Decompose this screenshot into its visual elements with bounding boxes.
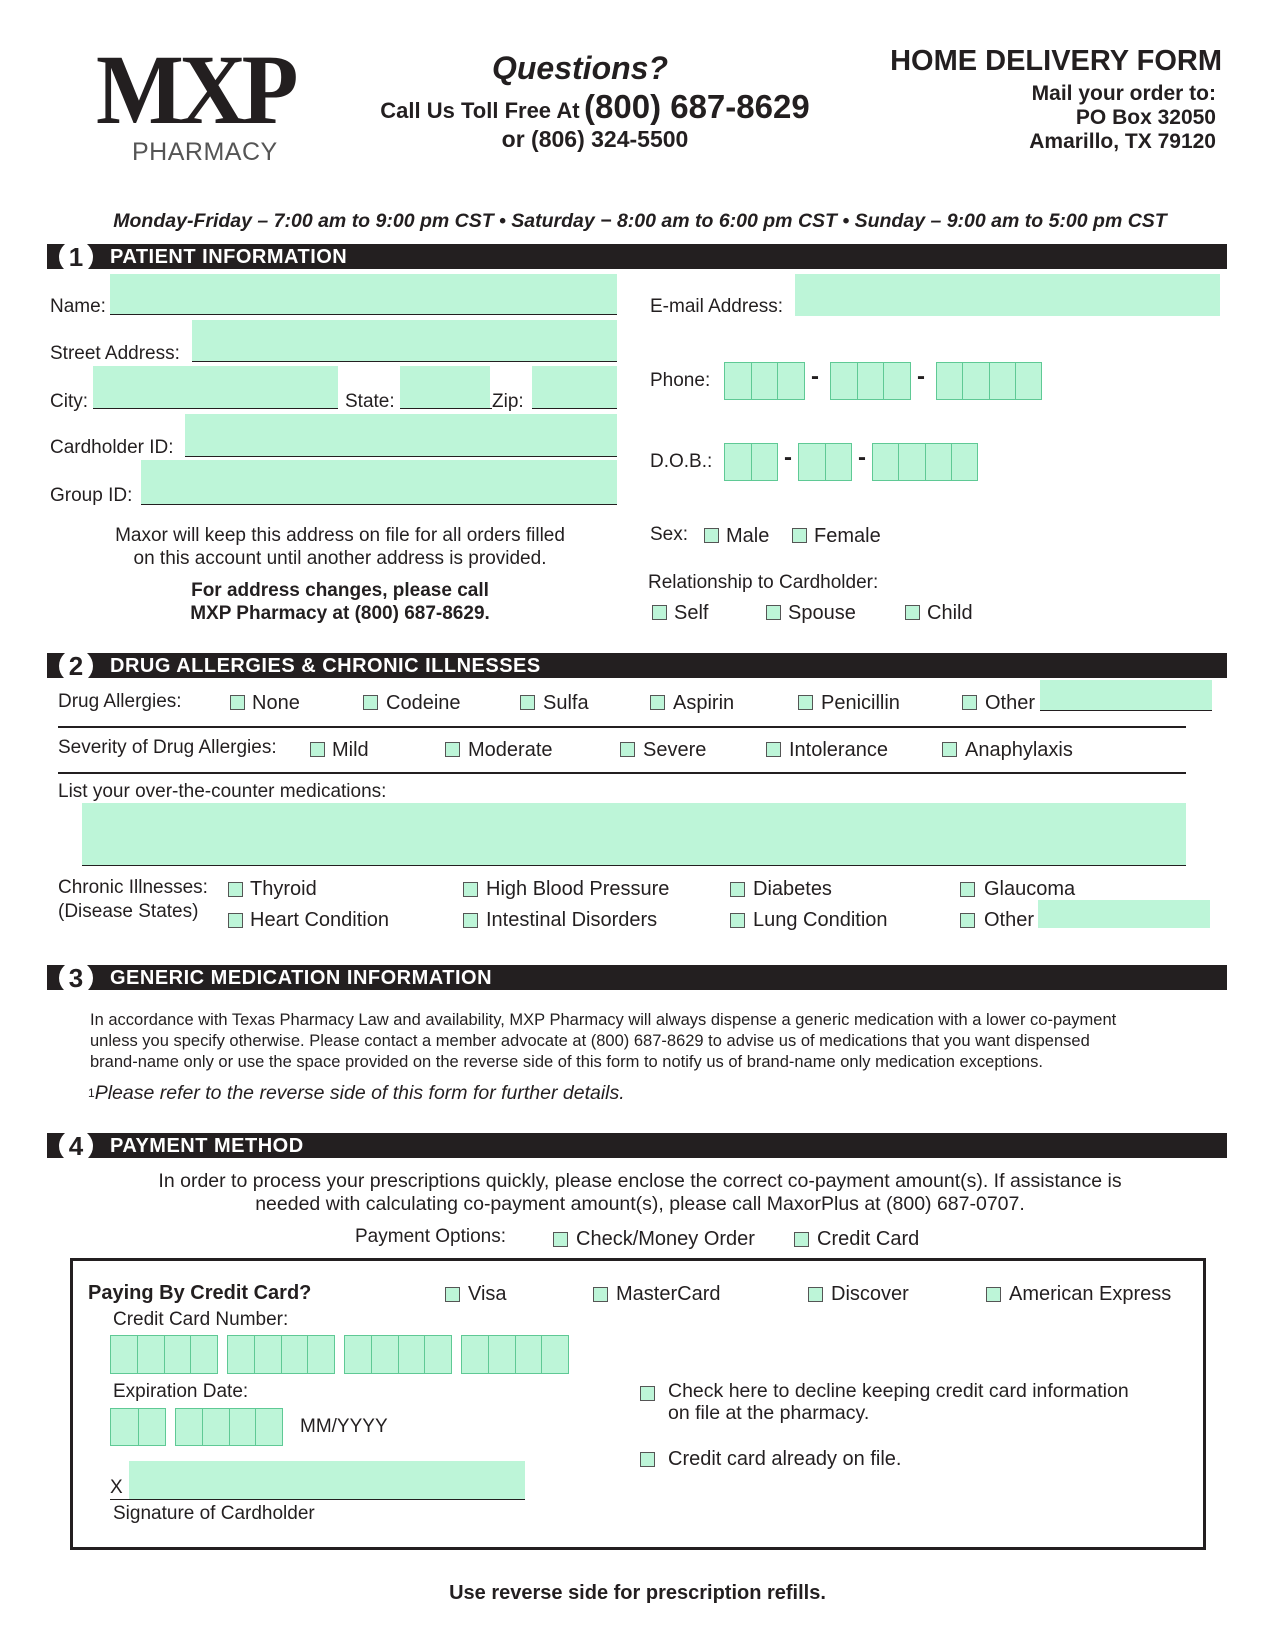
visa-label: Visa: [468, 1283, 507, 1305]
chronic-option: Heart Condition: [250, 909, 389, 931]
allergy-option: Codeine: [386, 692, 461, 714]
signature-label: Signature of Cardholder: [113, 1503, 315, 1524]
allergy-option: Penicillin: [821, 692, 900, 714]
signature-field[interactable]: [129, 1461, 525, 1499]
address-change-line1: For address changes, please call: [191, 580, 489, 601]
female-label: Female: [814, 525, 881, 547]
severity-option: Mild: [332, 739, 369, 761]
chronic-option: Glaucoma: [984, 878, 1076, 900]
chronic-label-line1: Chronic Illnesses:: [58, 877, 208, 898]
chronic-option: Thyroid: [250, 878, 317, 900]
mail-line1: PO Box 32050: [1075, 106, 1216, 129]
decline-storage-text: [668, 1380, 1129, 1424]
chronic-label-line2: (Disease States): [58, 901, 199, 922]
section-title: PATIENT INFORMATION: [110, 246, 348, 268]
chronic-thyroid-checkbox[interactable]: [228, 882, 243, 897]
payment-intro-line1: In order to process your prescriptions quickly, please enclose the correct co-payment amount(s). If assistance is: [158, 1170, 1122, 1192]
phone-label: Phone:: [650, 370, 711, 391]
payment-intro: [60, 1170, 1220, 1216]
mail-address: [900, 82, 1216, 154]
relationship-label: Relationship to Cardholder:: [648, 572, 879, 593]
generic-line3: brand-name only or use the space provided on the reverse side of this form to notify us of brand-name only medication exceptions.: [90, 1053, 1043, 1071]
street-label: Street Address:: [50, 343, 180, 364]
email-label: E-mail Address:: [650, 296, 784, 317]
exp-month[interactable]: [110, 1408, 166, 1446]
payment-options-label: Payment Options:: [355, 1226, 507, 1247]
city-field[interactable]: [93, 366, 338, 408]
chronic-option: Other: [984, 909, 1035, 931]
cardholder-field[interactable]: [185, 414, 617, 456]
divider: [58, 772, 1186, 774]
toll-free-line: [330, 88, 860, 126]
dob-day[interactable]: [798, 443, 852, 481]
alt-phone: or (806) 324-5500: [501, 126, 689, 152]
severity-option: Intolerance: [789, 739, 888, 761]
signature-x: X: [110, 1477, 123, 1498]
payment-intro-line2: needed with calculating co-payment amount(s), please call MaxorPlus at (800) 687-0707.: [255, 1193, 1025, 1215]
spouse-label: Spouse: [788, 602, 856, 624]
call-prefix: Call Us Toll Free At: [380, 98, 580, 123]
sex-label: Sex:: [650, 524, 689, 545]
mastercard-label: MasterCard: [616, 1283, 721, 1305]
chronic-other-checkbox[interactable]: [960, 913, 975, 928]
credit-card-label: Credit Card: [817, 1228, 920, 1250]
discover-checkbox[interactable]: [808, 1287, 823, 1302]
otc-label: List your over-the-counter medications:: [58, 781, 387, 802]
male-label: Male: [726, 525, 770, 547]
allergy-aspirin-checkbox[interactable]: [650, 695, 665, 710]
allergy-penicillin-checkbox[interactable]: [798, 695, 813, 710]
name-label: Name:: [50, 296, 106, 317]
drug-allergies-label: Drug Allergies:: [58, 691, 182, 712]
allergy-option: Other: [985, 692, 1036, 714]
zip-label: Zip:: [492, 391, 524, 412]
logo-sub: PHARMACY: [132, 138, 278, 166]
address-change-line2: MXP Pharmacy at (800) 687-8629.: [190, 603, 490, 624]
street-field[interactable]: [192, 320, 617, 361]
card-on-file-checkbox[interactable]: [640, 1452, 655, 1467]
chronic-lung-checkbox[interactable]: [730, 913, 745, 928]
cc-number-group-3[interactable]: [344, 1335, 452, 1374]
severity-option: Anaphylaxis: [965, 739, 1073, 761]
chronic-option: Diabetes: [753, 878, 832, 900]
name-field[interactable]: [110, 274, 617, 314]
state-field[interactable]: [400, 366, 490, 408]
zip-field[interactable]: [532, 366, 617, 408]
severity-moderate-checkbox[interactable]: [445, 742, 460, 757]
severity-anaphylaxis-checkbox[interactable]: [942, 742, 957, 757]
exp-label: Expiration Date:: [113, 1381, 249, 1402]
section-4-header: [47, 1131, 1227, 1161]
section-number: 1: [59, 240, 93, 274]
phone-dash-2: -: [917, 363, 925, 390]
allergy-option: Sulfa: [543, 692, 589, 714]
dob-label: D.O.B.:: [650, 451, 713, 472]
credit-card-checkbox[interactable]: [794, 1232, 809, 1247]
decline-line1: Check here to decline keeping credit card information: [668, 1380, 1129, 1402]
dob-dash-1: -: [784, 444, 792, 471]
cc-number-group-4[interactable]: [461, 1335, 569, 1374]
toll-free-number: (800) 687-8629: [584, 88, 810, 125]
logo: [96, 34, 311, 170]
decline-storage-checkbox[interactable]: [640, 1386, 655, 1401]
allergy-other-field[interactable]: [1040, 680, 1212, 710]
severity-option: Severe: [643, 739, 707, 761]
exp-format: MM/YYYY: [300, 1416, 388, 1437]
address-note-line2: on this account until another address is provided.: [133, 548, 547, 569]
business-hours: Monday-Friday – 7:00 am to 9:00 pm CST • Saturday − 8:00 am to 6:00 pm CST • Sunday – 9:00 am to 5:00 pm CST: [113, 210, 1167, 232]
female-checkbox[interactable]: [792, 528, 807, 543]
check-money-order-label: Check/Money Order: [576, 1228, 755, 1250]
cardholder-label: Cardholder ID:: [50, 437, 174, 458]
card-on-file-label: Credit card already on file.: [668, 1448, 902, 1470]
allergy-sulfa-checkbox[interactable]: [520, 695, 535, 710]
address-note: [60, 524, 620, 570]
child-checkbox[interactable]: [905, 605, 920, 620]
discover-label: Discover: [831, 1283, 909, 1305]
otc-medications-field[interactable]: [82, 803, 1186, 865]
amex-checkbox[interactable]: [986, 1287, 1001, 1302]
chronic-intestinal-checkbox[interactable]: [463, 913, 478, 928]
divider: [58, 726, 1186, 728]
section-1-header: [47, 242, 1227, 272]
section-title: GENERIC MEDICATION INFORMATION: [110, 967, 493, 989]
mail-line2: Amarillo, TX 79120: [1029, 130, 1216, 153]
severity-option: Moderate: [468, 739, 553, 761]
spouse-checkbox[interactable]: [766, 605, 781, 620]
dob-dash-2: -: [858, 444, 866, 471]
group-label: Group ID:: [50, 485, 133, 506]
severity-label: Severity of Drug Allergies:: [58, 737, 277, 758]
email-field[interactable]: [795, 274, 1220, 316]
child-label: Child: [927, 602, 973, 624]
mail-label: Mail your order to:: [1031, 82, 1216, 105]
address-change-note: [60, 579, 620, 625]
severity-mild-checkbox[interactable]: [310, 742, 325, 757]
chronic-label: [58, 876, 208, 924]
allergy-codeine-checkbox[interactable]: [363, 695, 378, 710]
cc-number-group-2[interactable]: [227, 1335, 335, 1374]
chronic-option: Intestinal Disorders: [486, 909, 658, 931]
chronic-hbp-checkbox[interactable]: [463, 882, 478, 897]
group-field[interactable]: [141, 460, 617, 504]
city-label: City:: [50, 391, 88, 412]
footnote-text: Please refer to the reverse side of this form for further details.: [94, 1082, 625, 1104]
logo-main: MXP: [96, 34, 294, 145]
section-2-header: [47, 651, 1227, 681]
questions-heading: Questions?: [491, 50, 668, 86]
chronic-other-field[interactable]: [1038, 900, 1210, 928]
phone-area-code[interactable]: [724, 362, 805, 400]
phone-dash-1: -: [811, 363, 819, 390]
cc-number-group-1[interactable]: [110, 1335, 218, 1374]
generic-line1: In accordance with Texas Pharmacy Law and availability, MXP Pharmacy will always dispense a generic medication with a lower co-payment: [90, 1011, 1117, 1029]
form-title: HOME DELIVERY FORM: [890, 45, 1222, 77]
dob-month[interactable]: [724, 443, 778, 481]
decline-line2: on file at the pharmacy.: [668, 1402, 870, 1424]
allergy-other-checkbox[interactable]: [962, 695, 977, 710]
section-title: PAYMENT METHOD: [110, 1135, 304, 1157]
self-label: Self: [674, 602, 709, 624]
section-number: 4: [59, 1129, 93, 1163]
cc-number-label: Credit Card Number:: [113, 1309, 289, 1330]
section-number: 2: [59, 649, 93, 683]
self-checkbox[interactable]: [652, 605, 667, 620]
generic-line2: unless you specify otherwise. Please contact a member advocate at (800) 687-8629 to advise us of medications that you want dispensed: [90, 1032, 1090, 1050]
visa-checkbox[interactable]: [445, 1287, 460, 1302]
severity-severe-checkbox[interactable]: [620, 742, 635, 757]
footer-note: Use reverse side for prescription refills.: [449, 1582, 826, 1604]
generic-footnote: [88, 1082, 625, 1105]
state-label: State:: [345, 391, 395, 412]
chronic-glaucoma-checkbox[interactable]: [960, 882, 975, 897]
phone-line-number[interactable]: [936, 362, 1042, 400]
allergy-option: None: [252, 692, 300, 714]
male-checkbox[interactable]: [704, 528, 719, 543]
allergy-option: Aspirin: [673, 692, 735, 714]
footnote-mark: 1: [88, 1086, 95, 1100]
generic-paragraph: [90, 1010, 1217, 1073]
chronic-option: Lung Condition: [753, 909, 888, 931]
chronic-heart-checkbox[interactable]: [228, 913, 243, 928]
section-number: 3: [59, 961, 93, 995]
section-3-header: [47, 963, 1227, 993]
dob-year[interactable]: [872, 443, 978, 481]
chronic-diabetes-checkbox[interactable]: [730, 882, 745, 897]
cc-title: Paying By Credit Card?: [88, 1282, 312, 1304]
check-money-order-checkbox[interactable]: [553, 1232, 568, 1247]
chronic-option: High Blood Pressure: [486, 878, 670, 900]
exp-year[interactable]: [175, 1408, 283, 1446]
phone-prefix[interactable]: [830, 362, 911, 400]
address-note-line1: Maxor will keep this address on file for all orders filled: [115, 525, 565, 546]
allergy-none-checkbox[interactable]: [230, 695, 245, 710]
mastercard-checkbox[interactable]: [593, 1287, 608, 1302]
section-title: DRUG ALLERGIES & CHRONIC ILLNESSES: [110, 655, 541, 677]
amex-label: American Express: [1009, 1283, 1172, 1305]
severity-intolerance-checkbox[interactable]: [766, 742, 781, 757]
